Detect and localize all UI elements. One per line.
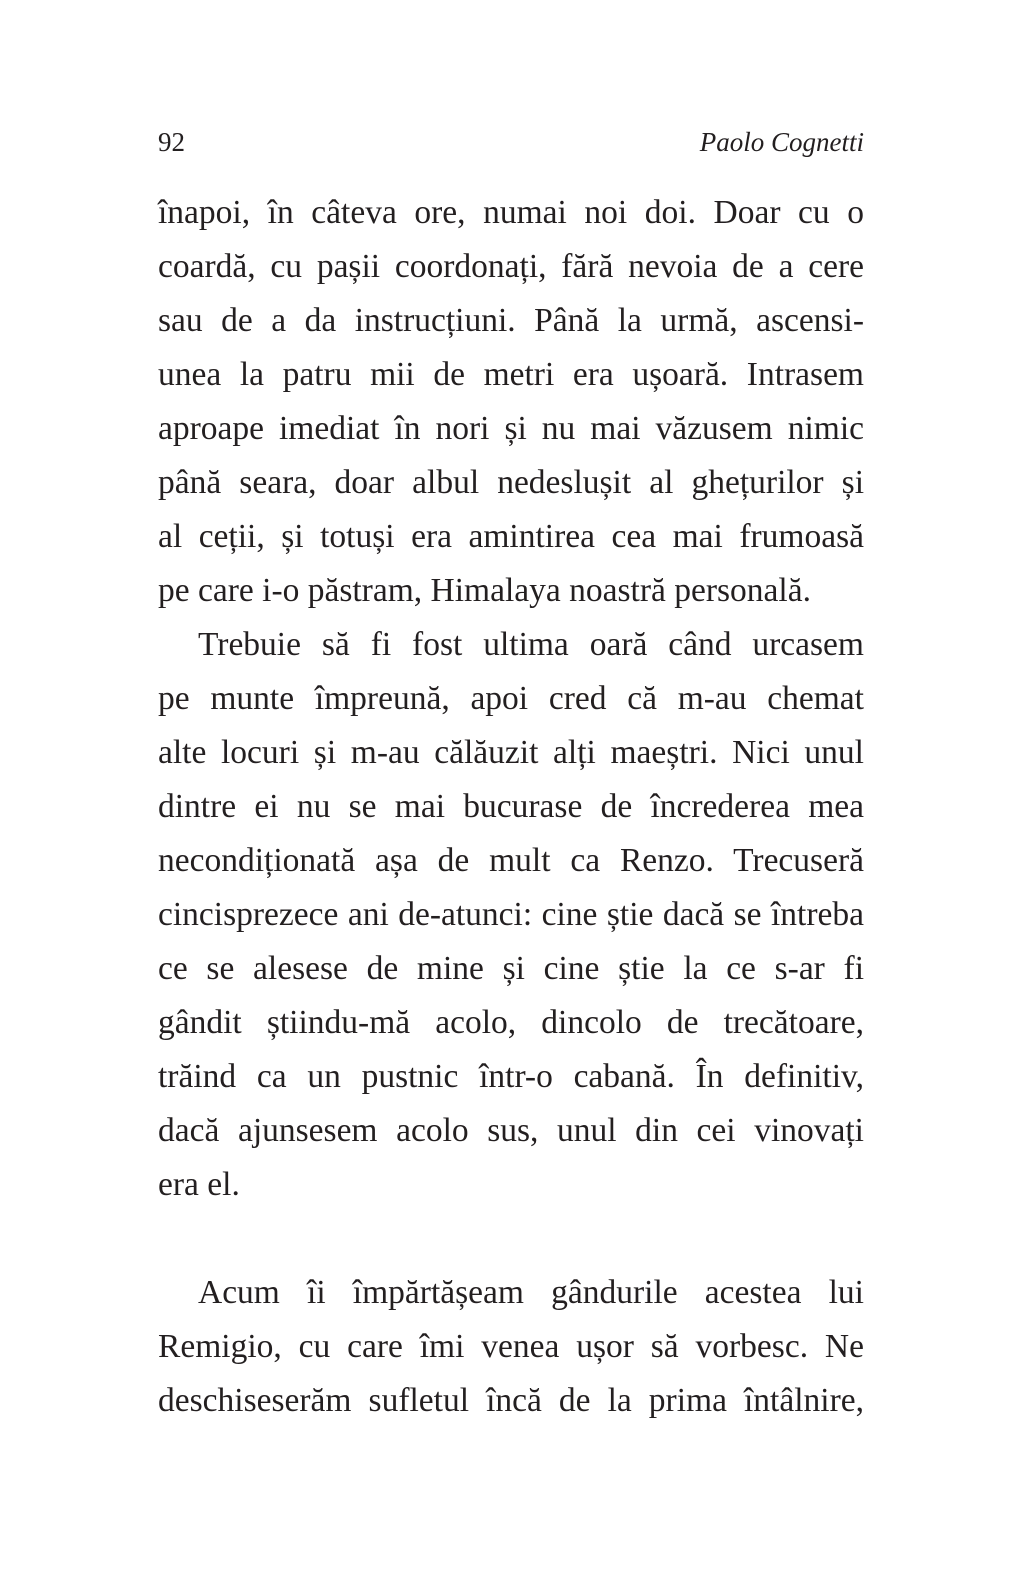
text-line: Trebuie să fi fost ultima oară când urcasem (198, 626, 864, 663)
text-line: dintre ei nu se mai bucurase de încrederea mea (158, 788, 864, 825)
text-line: sau de a da instrucțiuni. Până la urmă, ascensi- (158, 302, 864, 339)
text-line: pe munte împreună, apoi cred că m-au chemat (158, 680, 864, 717)
author-name: Paolo Cognetti (699, 127, 864, 157)
text-line: pe care i-o păstram, Himalaya noastră personală. (158, 572, 811, 609)
text-line: ce se alesese de mine și cine știe la ce s-ar fi (158, 950, 864, 987)
text-line: alte locuri și m-au călăuzit alți maeștri. Nici unul (158, 734, 864, 771)
text-line: al ceții, și totuși era amintirea cea mai frumoasă (158, 518, 864, 555)
text-line: gândit știindu-mă acolo, dincolo de trecătoare, (158, 1004, 864, 1041)
text-line: cincisprezece ani de-atunci: cine știe dacă se întreba (158, 896, 864, 933)
text-line: necondiționată așa de mult ca Renzo. Trecuseră (158, 842, 864, 879)
paragraph-3 (158, 1266, 864, 1428)
text-line: era el. (158, 1166, 240, 1203)
text-line: Acum îi împărtășeam gândurile acestea lui (198, 1274, 864, 1311)
text-line: deschiseserăm sufletul încă de la prima întâlnire, (158, 1382, 864, 1419)
text-line: unea la patru mii de metri era ușoară. Intrasem (158, 356, 864, 393)
section-break (158, 1212, 864, 1266)
page-number: 92 (158, 127, 185, 157)
text-line: Remigio, cu care îmi venea ușor să vorbesc. Ne (158, 1328, 864, 1365)
text-line: înapoi, în câteva ore, numai noi doi. Doar cu o (158, 194, 864, 231)
paragraph-2 (158, 618, 864, 1212)
text-line: coardă, cu pașii coordonați, fără nevoia de a cere (158, 248, 864, 285)
paragraph-1 (158, 186, 864, 618)
running-header (158, 122, 864, 162)
body-text (158, 186, 864, 1428)
text-line: trăind ca un pustnic într-o cabană. În definitiv, (158, 1058, 864, 1095)
text-line: dacă ajunsesem acolo sus, unul din cei vinovați (158, 1112, 864, 1149)
text-line: până seara, doar albul nedeslușit al ghețurilor și (158, 464, 864, 501)
text-line: aproape imediat în nori și nu mai văzusem nimic (158, 410, 864, 447)
